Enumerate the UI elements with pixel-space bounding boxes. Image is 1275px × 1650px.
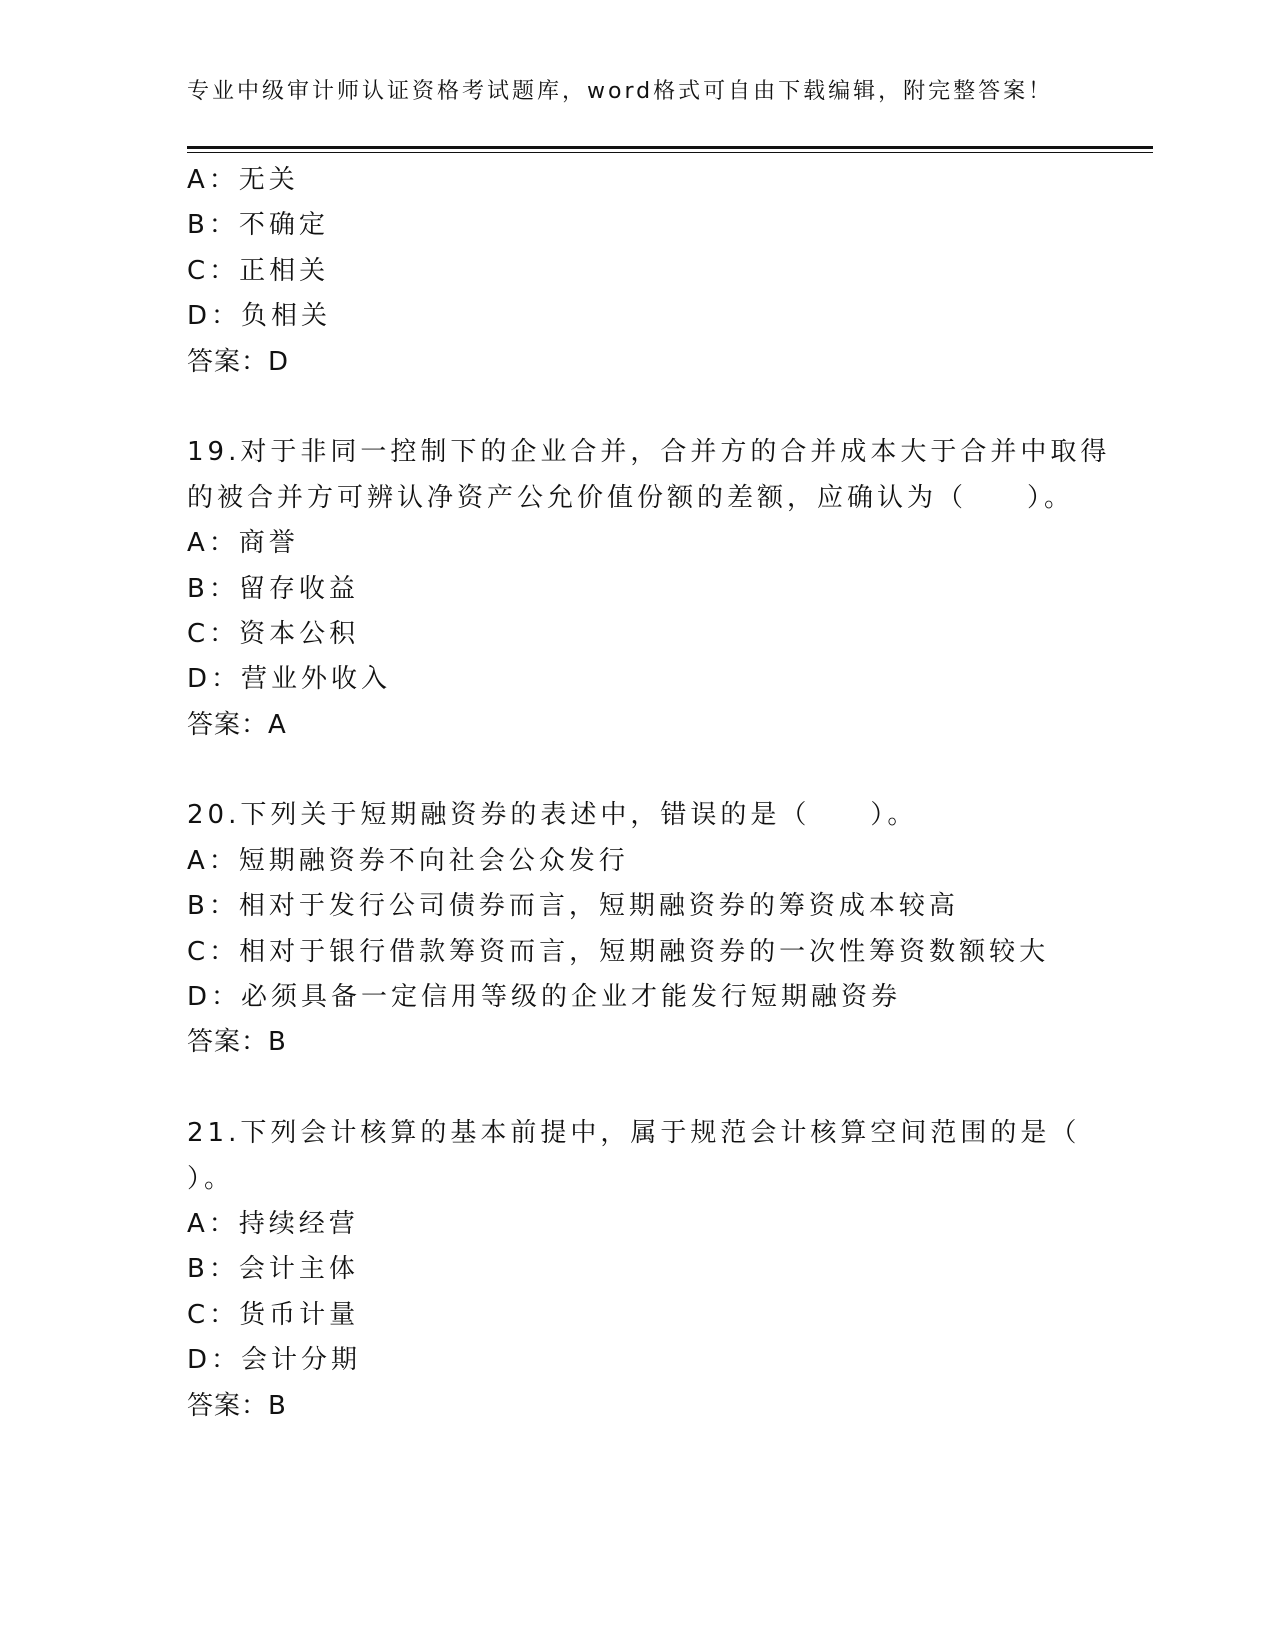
option-d: D：必须具备一定信用等级的企业才能发行短期融资券 xyxy=(187,982,902,1013)
option-c: C：货币计量 xyxy=(187,1299,360,1330)
header-rule-thick xyxy=(187,146,1153,149)
question-stem-line: ）。 xyxy=(187,1163,235,1194)
answer-line: 答案：B xyxy=(187,1390,287,1421)
question-stem-line: 19.对于非同一控制下的企业合并，合并方的合并成本大于合并中取得 xyxy=(187,437,1111,468)
option-a: A：持续经营 xyxy=(187,1208,359,1239)
option-d: D：营业外收入 xyxy=(187,664,392,695)
question-21 xyxy=(187,1111,1107,1429)
answer-line: 答案：B xyxy=(187,1027,287,1058)
question-20 xyxy=(187,793,1107,1065)
question-19 xyxy=(187,430,1111,748)
option-a: A：无关 xyxy=(187,165,299,195)
option-c: C：资本公积 xyxy=(187,618,360,649)
option-b: B：留存收益 xyxy=(187,573,359,604)
option-a: A：商誉 xyxy=(187,528,299,559)
header-rule-thin xyxy=(187,152,1153,153)
spacer xyxy=(187,385,1107,430)
answer-line: 答案：A xyxy=(187,709,287,740)
option-c: C：正相关 xyxy=(187,255,330,286)
question-stem-line: 的被合并方可辨认净资产公允价值份额的差额，应确认为（ ）。 xyxy=(187,482,1075,513)
question-18 xyxy=(187,158,1107,385)
spacer xyxy=(187,1066,1107,1111)
option-d: D：会计分期 xyxy=(187,1345,362,1376)
question-stem-line: 21.下列会计核算的基本前提中，属于规范会计核算空间范围的是（ xyxy=(187,1118,1081,1149)
option-c: C：相对于银行借款筹资而言，短期融资券的一次性筹资数额较大 xyxy=(187,936,1050,967)
answer-line: 答案：D xyxy=(187,346,290,377)
option-b: B：相对于发行公司债券而言，短期融资券的筹资成本较高 xyxy=(187,891,959,922)
option-b: B：会计主体 xyxy=(187,1254,359,1285)
question-stem-line: 20.下列关于短期融资券的表述中，错误的是（ ）。 xyxy=(187,800,918,831)
page-header: 专业中级审计师认证资格考试题库，word格式可自由下载编辑，附完整答案！ xyxy=(187,79,1054,104)
option-d: D：负相关 xyxy=(187,301,332,332)
option-b: B：不确定 xyxy=(187,210,329,241)
question-list xyxy=(187,158,1111,1429)
spacer xyxy=(187,748,1107,793)
option-a: A：短期融资券不向社会公众发行 xyxy=(187,845,629,876)
